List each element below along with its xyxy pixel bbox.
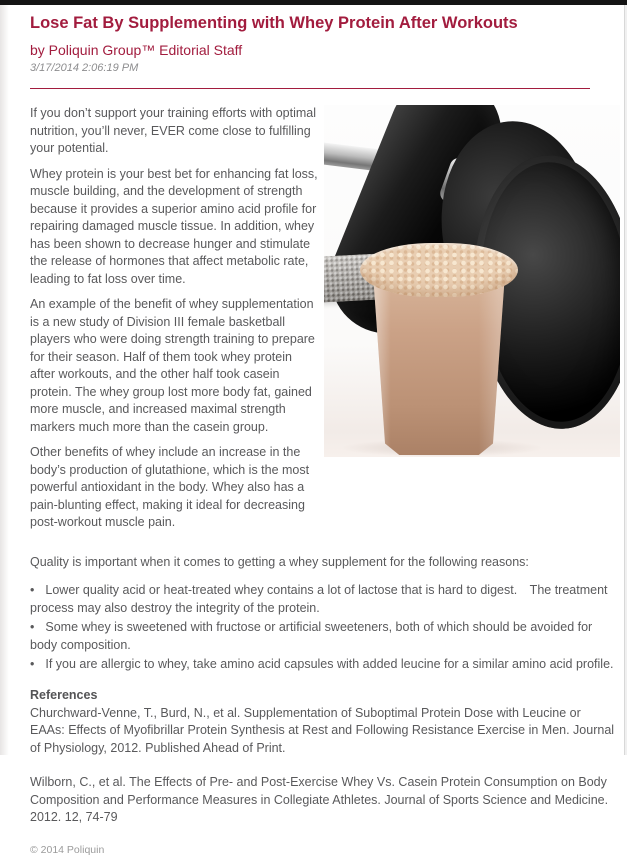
intro-paragraph-3: An example of the benefit of whey supplementation is a new study of Division III female basketball players who were doing strength training to prepare for their season. Half of them took whey protein after workouts, and the other half took casein protein. The whey group lost more body fat, gained more muscle, and increased maximal strength markers much more than the casein group. [30, 297, 315, 434]
bullet-text: Some whey is sweetened with fructose or artificial sweeteners, both of which should be avoided for body composition. [30, 619, 593, 652]
byline: by Poliquin Group™ Editorial Staff [30, 42, 243, 58]
bullet-dot: • [30, 619, 35, 634]
intro-paragraph-2: Whey protein is your best bet for enhancing fat loss, muscle building, and the development of strength because it provides a superior amino acid profile for repairing damaged muscle tissue. In addition, whey has been shown to decrease hunger and stimulate the release of hormones that affect metabolic rate, leading to fat loss over time. [30, 166, 318, 286]
article-photo [324, 105, 620, 457]
bullet-item-3 [30, 655, 617, 674]
shake-froth [360, 243, 518, 297]
quality-bullet-list [30, 581, 617, 674]
intro-text-column [30, 105, 320, 540]
bullet-text: Lower quality acid or heat-treated whey contains a lot of lactose that is hard to digest. The treatment process may also destroy the integrity of the protein. [30, 582, 608, 615]
references-heading: References [30, 688, 98, 702]
top-edge-strip [0, 0, 627, 5]
intro-paragraph-1: If you don’t support your training efforts with optimal nutrition, you’ll never, EVER come close to fulfilling your potential. [30, 106, 317, 155]
references-section [30, 687, 617, 827]
reference-item-2: Wilborn, C., et al. The Effects of Pre- and Post-Exercise Whey Vs. Casein Protein Consumption on Body Composition and Performance Measures in Collegiate Athletes. Journal of Sports Science and Medicine. 2012. 12, 74-79 [30, 775, 609, 824]
intro-paragraph-4: Other benefits of whey include an increase in the body’s production of glutathione, which is the most powerful antioxidant in the body. Whey also has a pain-blunting effect, making it ideal for decreasing post-workout muscle pain. [30, 445, 310, 529]
publish-date: 3/17/2014 2:06:19 PM [30, 62, 139, 74]
copyright-notice: © 2014 Poliquin [30, 843, 105, 856]
article-page [0, 5, 624, 856]
bullet-item-1 [30, 581, 617, 618]
reference-item-1: Churchward-Venne, T., Burd, N., et al. Supplementation of Suboptimal Protein Dose with Leucine or EAAs: Effects of Myofibrillar Protein Synthesis at Rest and Following Resistance Exercise in Men. Journal of Physiology, 2012. Published Ahead of Print. [30, 705, 615, 755]
article-body-top [30, 105, 617, 540]
title-divider [30, 88, 590, 89]
page-title: Lose Fat By Supplementing with Whey Protein After Workouts [30, 14, 518, 32]
left-page-edge [0, 5, 9, 755]
bullet-text: If you are allergic to whey, take amino acid capsules with added leucine for a similar amino acid profile. [45, 656, 614, 671]
bullet-dot: • [30, 582, 35, 597]
bullet-item-2 [30, 618, 617, 655]
bullet-dot: • [30, 656, 35, 671]
quality-lead: Quality is important when it comes to getting a whey supplement for the following reasons: [30, 554, 529, 569]
